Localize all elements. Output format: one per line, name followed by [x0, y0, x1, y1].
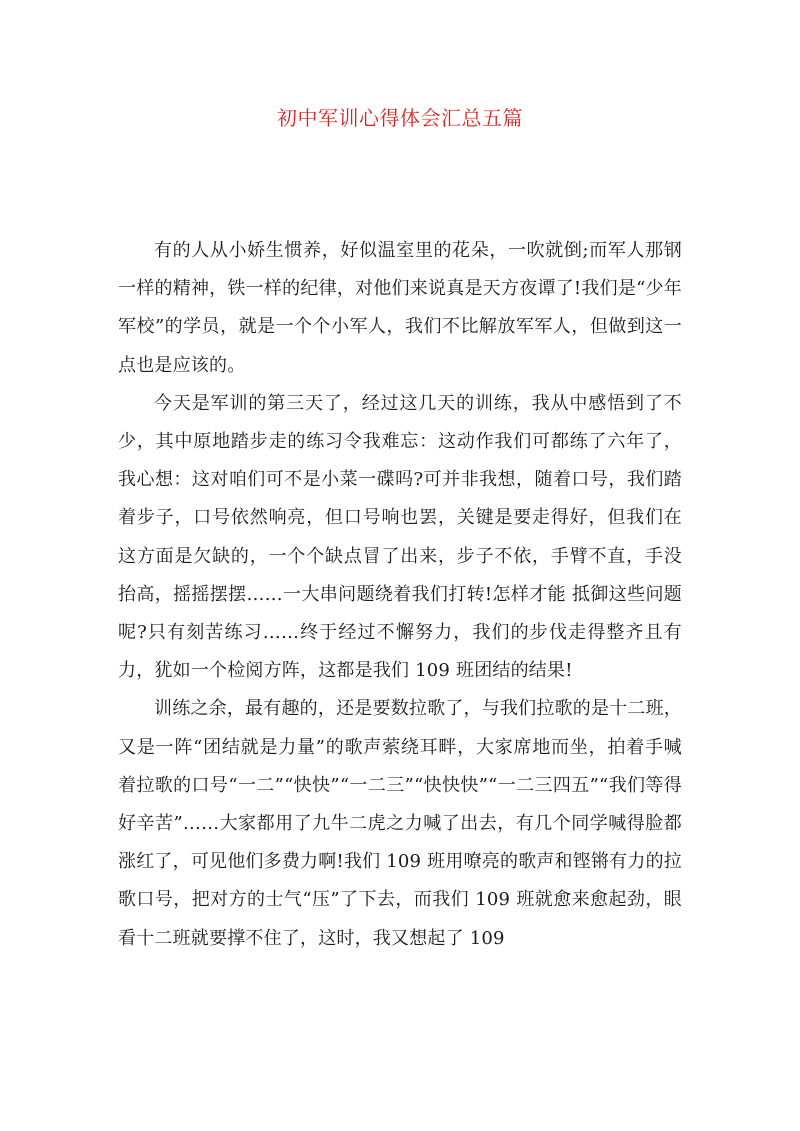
document-title: 初中军训心得体会汇总五篇 — [277, 106, 523, 130]
paragraph-1: 有的人从小娇生惯养，好似温室里的花朵，一吹就倒;而军人那钢一样的精神，铁一样的纪律，对他们来说真是天方夜谭了!我们是“少年军校”的学员，就是一个个小军人，我们不比解放军军人，但做到这一点也是应该的。 — [118, 240, 682, 376]
paragraph-3: 训练之余，最有趣的，还是要数拉歌了，与我们拉歌的是十二班，又是一阵“团结就是力量”的歌声萦绕耳畔，大家席地而坐，拍着手喊着拉歌的口号“一二”“快快”“一二三”“快快快”“一二三四五”“我们等得好辛苦”……大家都用了九牛二虎之力喊了出去，有几个同学喊得脸都涨红了，可见他们多费力啊!我们 109 班用嘹亮的歌声和铿锵有力的拉歌口号，把对方的士气“压”了下去，而我们 109 班就愈来愈起劲，眼看十二班就要撑不住了，这时，我又想起了 109 — [118, 698, 682, 949]
document-body — [118, 232, 682, 958]
paragraph-2: 今天是军训的第三天了，经过这几天的训练，我从中感悟到了不少，其中原地踏步走的练习令我难忘：这动作我们可都练了六年了，我心想：这对咱们可不是小菜一碟吗?可并非我想，随着口号，我们踏着步子，口号依然响亮，但口号响也罢，关键是要走得好，但我们在这方面是欠缺的，一个个缺点冒了出来，步子不依，手臂不直，手没抬高，摇摇摆摆……一大串问题绕着我们打转!怎样才能 抵御这些问题呢?只有刻苦练习……终于经过不懈努力，我们的步伐走得整齐且有力，犹如一个检阅方阵，这都是我们 109 班团结的结果! — [118, 392, 682, 682]
